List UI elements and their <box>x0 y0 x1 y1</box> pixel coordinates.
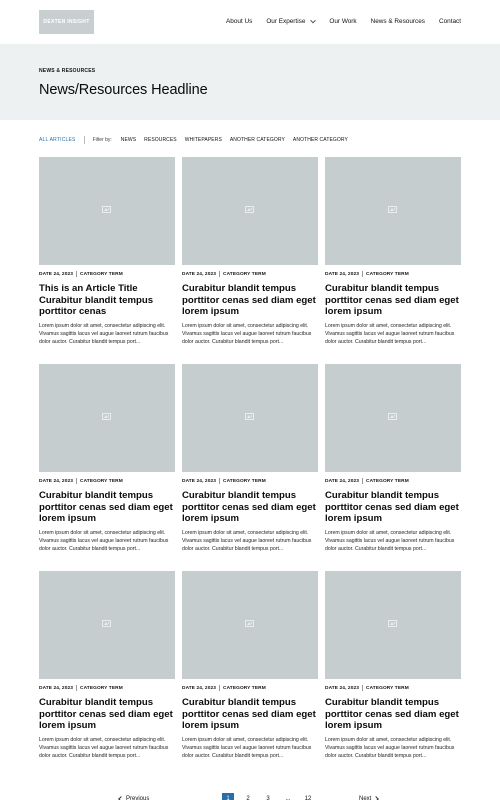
article-image-placeholder[interactable] <box>182 364 318 472</box>
article-title[interactable]: Curabitur blandit tempus porttitor cenas sed diam eget lorem ipsum <box>325 697 459 732</box>
nav-label: Our Expertise <box>266 18 306 25</box>
chevron-down-icon <box>311 17 317 23</box>
article-image-placeholder[interactable] <box>325 571 461 679</box>
article-meta <box>182 271 318 277</box>
article-card[interactable] <box>325 157 461 346</box>
article-card[interactable] <box>39 364 175 553</box>
divider <box>76 478 77 484</box>
article-excerpt: Lorem ipsum dolor sit amet, consectetur adipiscing elit. Vivamus sagittis lacus vel augue laoreet rutrum faucibus dolor auctor. Curabitur blandit tempus port... <box>39 322 169 345</box>
page-ellipsis: ... <box>285 796 291 800</box>
divider <box>219 685 220 691</box>
article-title[interactable]: Curabitur blandit tempus porttitor cenas sed diam eget lorem ipsum <box>325 490 459 525</box>
next-label: Next <box>359 796 372 800</box>
image-icon <box>102 413 111 420</box>
divider <box>362 685 363 691</box>
article-image-placeholder[interactable] <box>325 364 461 472</box>
arrow-right-icon <box>374 796 380 800</box>
article-excerpt: Lorem ipsum dolor sit amet, consectetur adipiscing elit. Vivamus sagittis lacus vel augue laoreet rutrum faucibus dolor auctor. Curabitur blandit tempus port... <box>182 322 312 345</box>
article-excerpt: Lorem ipsum dolor sit amet, consectetur adipiscing elit. Vivamus sagittis lacus vel augue laoreet rutrum faucibus dolor auctor. Curabitur blandit tempus port... <box>39 736 169 759</box>
article-title[interactable]: Curabitur blandit tempus porttitor cenas sed diam eget lorem ipsum <box>182 490 316 525</box>
filter-all-articles[interactable]: ALL ARTICLES <box>39 137 76 143</box>
article-image-placeholder[interactable] <box>182 571 318 679</box>
article-meta <box>182 685 318 691</box>
next-button[interactable] <box>359 796 378 800</box>
article-image-placeholder[interactable] <box>325 157 461 265</box>
nav-news-resources[interactable] <box>371 18 425 25</box>
filter-news[interactable]: NEWS <box>120 137 137 143</box>
article-image-placeholder[interactable] <box>39 571 175 679</box>
article-title[interactable]: This is an Article Title Curabitur blandit tempus porttitor cenas <box>39 283 154 318</box>
article-date: DATE 24, 2023 <box>325 685 360 691</box>
article-category[interactable]: CATEGORY TERM <box>223 685 266 691</box>
page-1-button[interactable]: 1 <box>222 793 234 800</box>
article-category[interactable]: CATEGORY TERM <box>223 478 266 484</box>
filter-another-category[interactable]: ANOTHER CATEGORY <box>292 137 348 143</box>
arrow-left-icon <box>118 796 124 800</box>
article-excerpt: Lorem ipsum dolor sit amet, consectetur adipiscing elit. Vivamus sagittis lacus vel augue laoreet rutrum faucibus dolor auctor. Curabitur blandit tempus port... <box>325 529 455 552</box>
article-meta <box>182 478 318 484</box>
article-excerpt: Lorem ipsum dolor sit amet, consectetur adipiscing elit. Vivamus sagittis lacus vel augue laoreet rutrum faucibus dolor auctor. Curabitur blandit tempus port... <box>325 736 455 759</box>
article-title[interactable]: Curabitur blandit tempus porttitor cenas sed diam eget lorem ipsum <box>182 283 316 318</box>
page-2-button[interactable]: 2 <box>246 796 250 800</box>
image-icon <box>245 206 254 213</box>
main-nav <box>226 18 461 25</box>
filter-bar <box>39 135 356 145</box>
article-date: DATE 24, 2023 <box>39 685 74 691</box>
article-card[interactable] <box>325 571 461 760</box>
nav-label: Our Work <box>329 18 357 25</box>
article-date: DATE 24, 2023 <box>325 271 360 277</box>
nav-label: About Us <box>226 18 253 25</box>
site-header <box>0 0 500 44</box>
article-image-placeholder[interactable] <box>182 157 318 265</box>
article-category[interactable]: CATEGORY TERM <box>366 271 409 277</box>
divider <box>76 271 77 277</box>
divider <box>362 271 363 277</box>
article-excerpt: Lorem ipsum dolor sit amet, consectetur adipiscing elit. Vivamus sagittis lacus vel augue laoreet rutrum faucibus dolor auctor. Curabitur blandit tempus port... <box>182 736 312 759</box>
nav-contact[interactable] <box>439 18 461 25</box>
filter-resources[interactable]: RESOURCES <box>144 137 177 143</box>
nav-label: Contact <box>438 18 461 25</box>
article-meta <box>39 685 175 691</box>
filter-another-category[interactable]: ANOTHER CATEGORY <box>229 137 285 143</box>
previous-button[interactable] <box>119 796 149 800</box>
image-icon <box>245 413 254 420</box>
article-date: DATE 24, 2023 <box>182 685 217 691</box>
image-icon <box>388 620 397 627</box>
image-icon <box>388 206 397 213</box>
article-meta <box>39 478 175 484</box>
nav-about-us[interactable] <box>226 18 252 25</box>
nav-our-work[interactable] <box>329 18 356 25</box>
page-title: News/Resources Headline <box>39 82 208 98</box>
article-excerpt: Lorem ipsum dolor sit amet, consectetur adipiscing elit. Vivamus sagittis lacus vel augue laoreet rutrum faucibus dolor auctor. Curabitur blandit tempus port... <box>39 529 169 552</box>
article-category[interactable]: CATEGORY TERM <box>80 685 123 691</box>
divider <box>76 685 77 691</box>
divider <box>84 136 85 144</box>
breadcrumb: NEWS & RESOURCES <box>39 68 96 74</box>
article-date: DATE 24, 2023 <box>39 271 74 277</box>
pagination <box>0 790 500 800</box>
article-excerpt: Lorem ipsum dolor sit amet, consectetur adipiscing elit. Vivamus sagittis lacus vel augue laoreet rutrum faucibus dolor auctor. Curabitur blandit tempus port... <box>182 529 312 552</box>
page-numbers <box>222 793 314 800</box>
article-meta <box>325 271 461 277</box>
article-card[interactable] <box>39 571 175 760</box>
article-date: DATE 24, 2023 <box>182 478 217 484</box>
article-title[interactable]: Curabitur blandit tempus porttitor cenas sed diam eget lorem ipsum <box>325 283 459 318</box>
article-meta <box>325 685 461 691</box>
page-3-button[interactable]: 3 <box>266 796 270 800</box>
article-card[interactable] <box>325 364 461 553</box>
article-card[interactable] <box>182 364 318 553</box>
nav-our-expertise[interactable] <box>266 18 315 25</box>
article-date: DATE 24, 2023 <box>39 478 74 484</box>
page-12-button[interactable]: 12 <box>304 796 312 800</box>
previous-label: Previous <box>126 796 150 800</box>
article-meta <box>39 271 175 277</box>
article-date: DATE 24, 2023 <box>325 478 360 484</box>
image-icon <box>388 413 397 420</box>
filter-whitepapers[interactable]: WHITEPAPERS <box>184 137 222 143</box>
article-category[interactable]: CATEGORY TERM <box>366 685 409 691</box>
image-icon <box>245 620 254 627</box>
article-category[interactable]: CATEGORY TERM <box>223 271 266 277</box>
divider <box>219 478 220 484</box>
divider <box>219 271 220 277</box>
image-icon <box>102 620 111 627</box>
nav-label: News & Resources <box>370 18 425 25</box>
article-category[interactable]: CATEGORY TERM <box>80 271 123 277</box>
article-meta <box>325 478 461 484</box>
article-category[interactable]: CATEGORY TERM <box>366 478 409 484</box>
article-card[interactable] <box>182 157 318 346</box>
divider <box>362 478 363 484</box>
article-card[interactable] <box>182 571 318 760</box>
page-hero <box>0 44 500 120</box>
logo[interactable]: DEXTEN INSIGHT <box>39 10 94 34</box>
article-title[interactable]: Curabitur blandit tempus porttitor cenas sed diam eget lorem ipsum <box>39 697 173 732</box>
article-date: DATE 24, 2023 <box>182 271 217 277</box>
article-image-placeholder[interactable] <box>39 157 175 265</box>
article-excerpt: Lorem ipsum dolor sit amet, consectetur adipiscing elit. Vivamus sagittis lacus vel augue laoreet rutrum faucibus dolor auctor. Curabitur blandit tempus port... <box>325 322 455 345</box>
article-title[interactable]: Curabitur blandit tempus porttitor cenas sed diam eget lorem ipsum <box>182 697 316 732</box>
article-title[interactable]: Curabitur blandit tempus porttitor cenas sed diam eget lorem ipsum <box>39 490 173 525</box>
image-icon <box>102 206 111 213</box>
filter-by-label: Filter by: <box>92 137 112 143</box>
article-card[interactable] <box>39 157 175 346</box>
article-image-placeholder[interactable] <box>39 364 175 472</box>
article-category[interactable]: CATEGORY TERM <box>80 478 123 484</box>
